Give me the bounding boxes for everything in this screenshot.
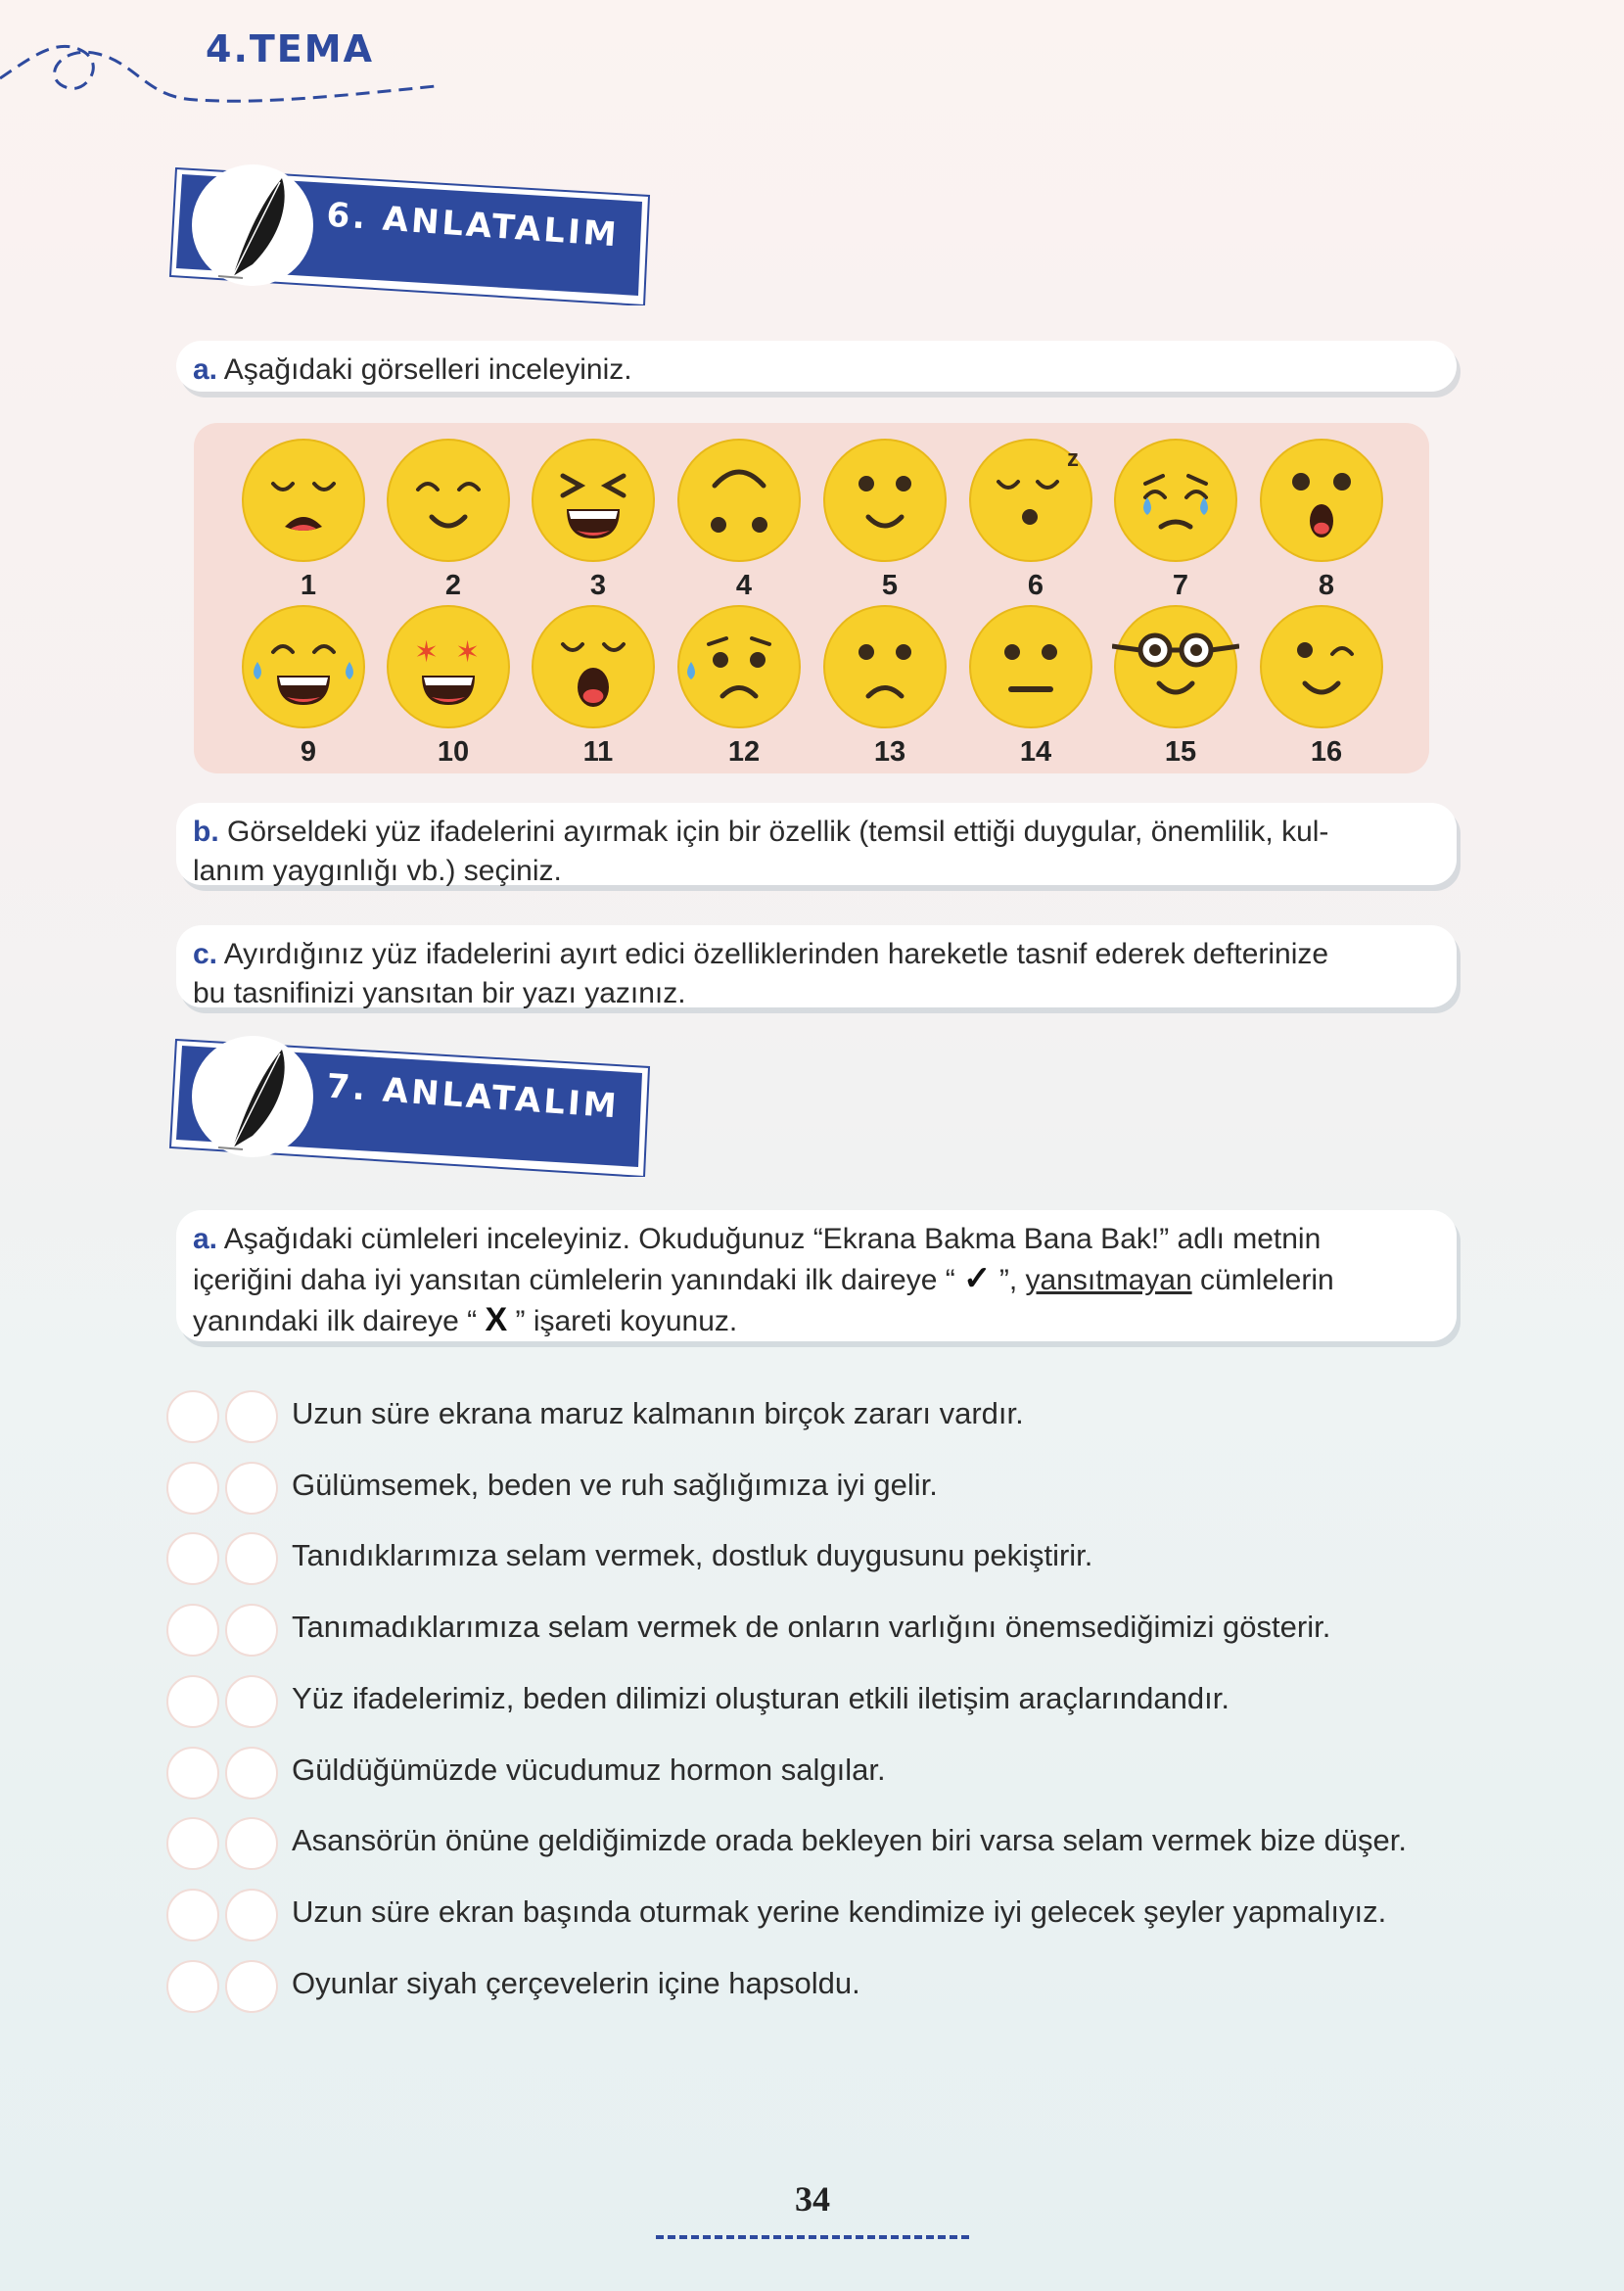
check-mark-icon: ✓: [963, 1260, 992, 1297]
smiling-closed-eyes-face-icon: [385, 437, 512, 564]
emoji-number: 4: [735, 570, 753, 601]
section7-instruction-a: [176, 1210, 1457, 1341]
emoji-number: 9: [300, 736, 317, 768]
section6-title: 6. ANLATALIM: [325, 195, 621, 256]
answer-circle-second[interactable]: [225, 1390, 278, 1443]
statement-row: [166, 1671, 1488, 1732]
slightly-smiling-face-icon: [821, 437, 949, 564]
emoji-item: [380, 437, 517, 603]
emoji-item: [671, 603, 808, 770]
instruction-text: içeriğini daha iyi yansıtan cümlelerin yanındaki ilk daireye “: [193, 1264, 964, 1296]
instruction-text: Ayırdığınız yüz ifadelerini ayırt edici özelliklerinden hareketle tasnif ederek defterinize: [223, 938, 1329, 970]
neutral-face-icon: [967, 603, 1094, 730]
emoji-item: [235, 603, 372, 770]
star-struck-face-icon: [385, 603, 512, 730]
underlined-word: yansıtmayan: [1025, 1264, 1192, 1296]
sad-sweat-face-icon: [675, 603, 803, 730]
emoji-item: [816, 437, 953, 603]
theme-label: 4.TEMA: [206, 27, 374, 70]
answer-circle-first[interactable]: [166, 1462, 219, 1515]
instruction-letter: b.: [193, 816, 219, 848]
answer-circle-second[interactable]: [225, 1747, 278, 1800]
page-number: 34: [795, 2179, 830, 2219]
emoji-number: 14: [1019, 736, 1052, 768]
answer-circle-second[interactable]: [225, 1675, 278, 1728]
section6-instruction-a: [176, 341, 1457, 392]
statement-text: Uzun süre ekrana maruz kalmanın birçok zararı vardır.: [292, 1396, 1024, 1430]
statement-text: Oyunlar siyah çerçevelerin içine hapsoldu.: [292, 1966, 860, 2000]
statement-row: [166, 1956, 1488, 2017]
emoji-item: [235, 437, 372, 603]
emoji-item: [962, 437, 1099, 603]
answer-circle-first[interactable]: [166, 1604, 219, 1657]
statement-text: Tanımadıklarımıza selam vermek de onların varlığını önemsediğimizi gösterir.: [292, 1610, 1331, 1644]
sleepy-crying-face-icon: [240, 437, 367, 564]
sleeping-face-icon: [967, 437, 1094, 564]
emoji-number: 3: [589, 570, 607, 601]
statement-text: Gülümsemek, beden ve ruh sağlığımıza iyi gelir.: [292, 1468, 938, 1502]
section6-instruction-b: [176, 803, 1457, 885]
answer-circle-second[interactable]: [225, 1960, 278, 2013]
tired-face-icon: [530, 603, 657, 730]
emoji-number: 2: [444, 570, 462, 601]
answer-circle-second[interactable]: [225, 1817, 278, 1870]
statement-text: Güldüğümüzde vücudumuz hormon salgılar.: [292, 1753, 886, 1787]
statement-text: Yüz ifadelerimiz, beden dilimizi oluşturan etkili iletişim araçlarındandır.: [292, 1681, 1230, 1715]
emoji-item: [380, 603, 517, 770]
svg-text:✶: ✶: [414, 635, 440, 670]
emoji-item: [816, 603, 953, 770]
instruction-letter: a.: [193, 353, 218, 386]
emoji-number: 13: [873, 736, 906, 768]
svg-text:✶: ✶: [455, 635, 481, 670]
answer-circle-second[interactable]: [225, 1889, 278, 1941]
cross-mark-icon: X: [485, 1301, 508, 1338]
footer-divider: [656, 2235, 969, 2243]
frowning-face-icon: [821, 603, 949, 730]
answer-circle-first[interactable]: [166, 1960, 219, 2013]
instruction-text: bu tasnifinizi yansıtan bir yazı yazınız.: [193, 977, 686, 1009]
emoji-number: 10: [437, 736, 470, 768]
winking-face-icon: [1258, 603, 1385, 730]
emoji-item: [1253, 437, 1390, 603]
instruction-text: cümlelerin: [1191, 1264, 1334, 1296]
emoji-number: 12: [727, 736, 761, 768]
statement-text: Asansörün önüne geldiğimizde orada bekleyen biri varsa selam vermek bize düşer.: [292, 1823, 1408, 1857]
instruction-letter: c.: [193, 938, 218, 970]
answer-circle-first[interactable]: [166, 1817, 219, 1870]
answer-circle-first[interactable]: [166, 1390, 219, 1443]
emoji-panel: [194, 423, 1429, 773]
section6-instruction-c: [176, 925, 1457, 1007]
emoji-number: 1: [300, 570, 317, 601]
emoji-item: [525, 437, 662, 603]
upside-down-face-icon: [675, 437, 803, 564]
crying-face-icon: [1112, 437, 1239, 564]
statement-text: Uzun süre ekran başında oturmak yerine kendimize iyi gelecek şeyler yapmalıyız.: [292, 1894, 1387, 1929]
instruction-letter: a.: [193, 1223, 218, 1255]
tears-of-joy-face-icon: [240, 603, 367, 730]
answer-circle-first[interactable]: [166, 1747, 219, 1800]
instruction-text: yanındaki ilk daireye “: [193, 1305, 486, 1337]
section7-banner: [164, 1030, 654, 1177]
emoji-item: [962, 603, 1099, 770]
emoji-number: 8: [1318, 570, 1335, 601]
section7-title: 7. ANLATALIM: [325, 1066, 621, 1127]
answer-circle-first[interactable]: [166, 1675, 219, 1728]
emoji-item: [525, 603, 662, 770]
statement-text: Tanıdıklarımıza selam vermek, dostluk duygusunu pekiştirir.: [292, 1538, 1093, 1572]
statement-row: [166, 1743, 1488, 1803]
emoji-item: [1107, 437, 1244, 603]
answer-circle-first[interactable]: [166, 1532, 219, 1585]
emoji-number: 7: [1172, 570, 1189, 601]
statement-row: [166, 1458, 1488, 1519]
squinting-grin-face-icon: [530, 437, 657, 564]
section6-banner: [164, 159, 654, 305]
instruction-text: ” işareti koyunuz.: [507, 1305, 738, 1337]
surprised-face-icon: [1258, 437, 1385, 564]
answer-circle-first[interactable]: [166, 1889, 219, 1941]
answer-circle-second[interactable]: [225, 1462, 278, 1515]
emoji-number: 11: [582, 736, 614, 768]
statement-row: [166, 1528, 1488, 1589]
emoji-item: [1107, 603, 1244, 770]
instruction-text: Aşağıdaki cümleleri inceleyiniz. Okuduğunuz “Ekrana Bakma Bana Bak!” adlı metnin: [223, 1223, 1322, 1255]
statement-row: [166, 1885, 1488, 1945]
emoji-number: 15: [1164, 736, 1197, 768]
emoji-item: [1253, 603, 1390, 770]
emoji-number: 5: [881, 570, 899, 601]
instruction-text: ”,: [991, 1264, 1026, 1296]
nerd-glasses-face-icon: [1112, 603, 1239, 730]
instruction-text: lanım yaygınlığı vb.) seçiniz.: [193, 855, 562, 887]
statement-row: [166, 1600, 1488, 1660]
emoji-item: [671, 437, 808, 603]
emoji-number: 6: [1027, 570, 1044, 601]
answer-circle-second[interactable]: [225, 1532, 278, 1585]
answer-circle-second[interactable]: [225, 1604, 278, 1657]
instruction-text: Aşağıdaki görselleri inceleyiniz.: [223, 353, 632, 386]
svg-text:z: z: [1067, 445, 1079, 472]
emoji-number: 16: [1310, 736, 1343, 768]
statement-row: [166, 1813, 1488, 1874]
statement-row: [166, 1386, 1488, 1447]
instruction-text: Görseldeki yüz ifadelerini ayırmak için bir özellik (temsil ettiği duygular, önemlilik, kul-: [227, 816, 1329, 848]
